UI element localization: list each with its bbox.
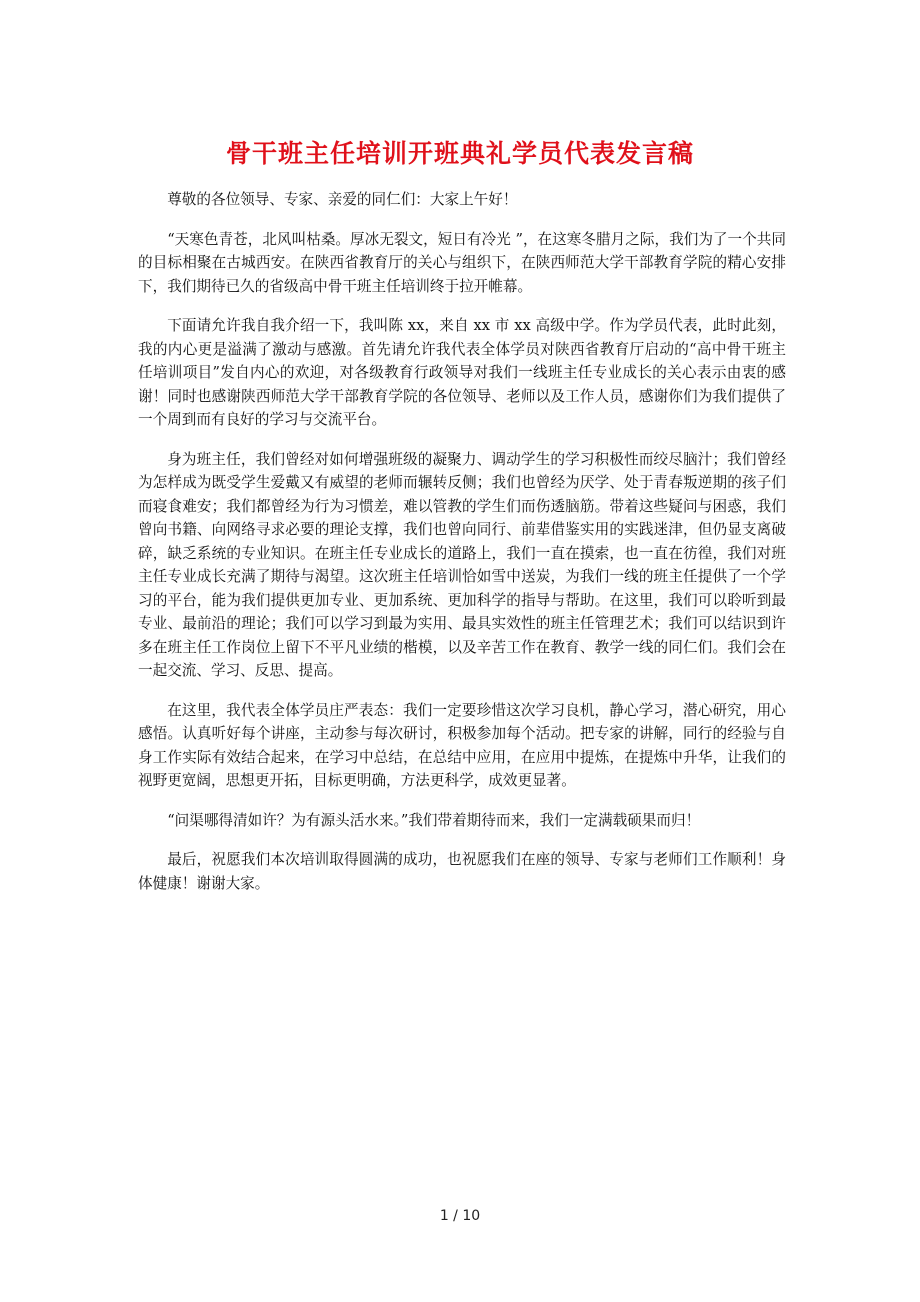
document-title: 骨干班主任培训开班典礼学员代表发言稿 <box>225 139 694 168</box>
paragraph-experience: 身为班主任，我们曾经对如何增强班级的凝聚力、调动学生的学习积极性而绞尽脑汁；我们曾经为怎样成为既受学生爱戴又有威望的老师而辗转反侧；我们也曾经为厌学、处于青春叛逆期的孩子们而寝食难安；我们都曾经为行为习惯差，难以管教的学生们而伤透脑筋。带着这些疑问与困惑，我们曾向书籍、向网络寻求必要的理论支撑，我们也曾向同行、前辈借鉴实用的实践迷津，但仍显支离破碎，缺乏系统的专业知识。在班主任专业成长的道路上，我们一直在摸索，也一直在彷徨，我们对班主任专业成长充满了期待与渴望。这次班主任培训恰如雪中送炭，为我们一线的班主任提供了一个学习的平台，能为我们提供更加专业、更加系统、更加科学的指导与帮助。在这里，我们可以聆听到最专业、最前沿的理论；我们可以学习到最为实用、最具实效性的班主任管理艺术；我们可以结识到许多在班主任工作岗位上留下不平凡业绩的楷模，以及辛苦工作在教育、教学一线的同仁们。我们会在一起交流、学习、反思、提高。 <box>138 450 786 679</box>
paragraph-commitment: 在这里，我代表全体学员庄严表态：我们一定要珍惜这次学习良机，静心学习，潜心研究，用心感悟。认真听好每个讲座，主动参与每次研讨，积极参加每个活动。把专家的讲解，同行的经验与自身工作实际有效结合起来，在学习中总结，在总结中应用，在应用中提炼，在提炼中升华，让我们的视野更宽阔，思想更开拓，目标更明确，方法更科学，成效更显著。 <box>138 701 786 789</box>
page-number: 1 / 10 <box>439 1208 481 1224</box>
paragraph-opening-poem: “天寒色青苍，北风叫枯桑。厚冰无裂文，短日有冷光 ”，在这寒冬腊月之际，我们为了一个共同的目标相聚在古城西安。在陕西省教育厅的关心与组织下，在陕西师范大学干部教育学院的精心安排下，我们期待已久的省级高中骨干班主任培训终于拉开帷幕。 <box>138 230 786 295</box>
paragraph-closing: 最后，祝愿我们本次培训取得圆满的成功，也祝愿我们在座的领导、专家与老师们工作顺利！身体健康！谢谢大家。 <box>138 851 786 892</box>
paragraph-self-introduction: 下面请允许我自我介绍一下，我叫陈 xx，来自 xx 市 xx 高级中学。作为学员代表，此时此刻，我的内心更是溢满了激动与感激。首先请允许我代表全体学员对陕西省教育厅启动的“高中骨干班主任培训项目”发自内心的欢迎，对各级教育行政领导对我们一线班主任专业成长的关心表示由衷的感谢！同时也感谢陕西师范大学干部教育学院的各位领导、老师以及工作人员，感谢你们为我们提供了一个周到而有良好的学习与交流平台。 <box>138 317 786 428</box>
paragraph-quote: “问渠哪得清如许？为有源头活水来。”我们带着期待而来，我们一定满载硕果而归！ <box>167 811 701 829</box>
document-body <box>138 188 786 911</box>
paragraph-greeting: 尊敬的各位领导、专家、亲爱的同仁们：大家上午好！ <box>167 191 518 208</box>
